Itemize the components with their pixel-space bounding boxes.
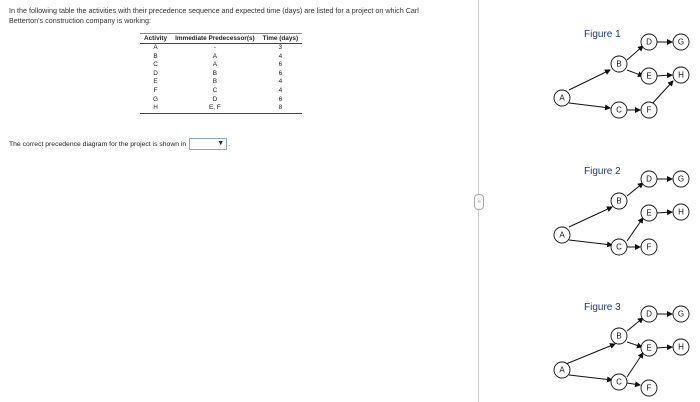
table-row bbox=[140, 53, 302, 62]
node-g bbox=[673, 171, 689, 187]
svg-text:F: F bbox=[646, 383, 652, 393]
activity-cell: A bbox=[153, 44, 158, 51]
svg-text:B: B bbox=[616, 196, 622, 206]
question-line bbox=[9, 138, 230, 150]
header-activity: Activity bbox=[140, 34, 171, 44]
table-row bbox=[140, 87, 302, 96]
edge-c-f bbox=[627, 383, 640, 385]
svg-text:B: B bbox=[616, 59, 622, 69]
node-f bbox=[641, 380, 657, 396]
node-d bbox=[641, 171, 657, 187]
node-b bbox=[611, 193, 627, 209]
time-cell: 6 bbox=[278, 69, 283, 77]
svg-text:F: F bbox=[646, 242, 652, 252]
svg-text:F: F bbox=[646, 105, 652, 115]
predecessor-cell: - bbox=[213, 44, 216, 51]
activity-cell: D bbox=[153, 69, 158, 77]
node-h bbox=[673, 67, 689, 83]
activity-cell: E bbox=[153, 78, 158, 86]
edge-f-h bbox=[651, 81, 673, 105]
node-b bbox=[611, 328, 627, 344]
predecessor-cell: C bbox=[212, 86, 218, 94]
node-f bbox=[641, 102, 657, 118]
header-predecessors: Immediate Predecessor(s) bbox=[171, 34, 259, 44]
time-cell: 6 bbox=[278, 61, 283, 69]
svg-text:C: C bbox=[616, 242, 622, 252]
svg-text:C: C bbox=[616, 105, 622, 115]
activity-cell: F bbox=[153, 86, 158, 94]
svg-text:D: D bbox=[646, 174, 652, 184]
node-d bbox=[641, 34, 657, 50]
edge-a-c bbox=[569, 103, 610, 108]
svg-text:A: A bbox=[559, 365, 565, 375]
edge-a-c bbox=[569, 240, 612, 245]
svg-text:E: E bbox=[646, 208, 652, 218]
edge-e-h bbox=[656, 347, 672, 348]
node-d bbox=[641, 306, 657, 322]
node-a bbox=[554, 90, 570, 106]
predecessor-cell: B bbox=[212, 78, 218, 86]
node-c bbox=[611, 374, 627, 390]
svg-text:E: E bbox=[646, 343, 652, 353]
edge-b-d bbox=[627, 46, 643, 60]
edge-a-c bbox=[569, 375, 612, 380]
svg-text:G: G bbox=[677, 309, 685, 319]
table-row bbox=[140, 44, 302, 53]
activity-cell: G bbox=[153, 95, 159, 103]
node-e bbox=[641, 340, 657, 356]
node-e bbox=[641, 68, 657, 84]
activity-cell: H bbox=[140, 104, 171, 113]
svg-text:A: A bbox=[559, 93, 565, 103]
question-text: The correct precedence diagram for the project is shown in bbox=[9, 140, 187, 148]
svg-text:H: H bbox=[678, 342, 684, 352]
time-cell: 6 bbox=[278, 95, 283, 103]
node-c bbox=[611, 102, 627, 118]
intro-text: In the following table the activities with their precedence sequence and expected time (days) are listed for a project on which Carl Betterton's construction company is working: bbox=[9, 6, 419, 25]
node-a bbox=[554, 362, 570, 378]
figure-select-dropdown[interactable] bbox=[189, 138, 227, 150]
activities-table bbox=[140, 33, 302, 114]
table-row bbox=[140, 96, 302, 105]
figure-2-diagram bbox=[552, 165, 700, 265]
edge-b-d bbox=[627, 318, 643, 331]
time-cell: 4 bbox=[278, 78, 283, 86]
svg-text:C: C bbox=[616, 377, 622, 387]
edge-c-e bbox=[627, 353, 643, 377]
time-cell: 3 bbox=[278, 44, 283, 51]
edge-e-h bbox=[656, 75, 672, 76]
edge-a-b bbox=[569, 70, 610, 90]
node-f bbox=[641, 239, 657, 255]
edge-a-b bbox=[566, 344, 615, 364]
svg-text:D: D bbox=[646, 309, 652, 319]
node-a bbox=[554, 227, 570, 243]
node-g bbox=[673, 34, 689, 50]
svg-text:H: H bbox=[678, 70, 684, 80]
figure-3-title: Figure 3 bbox=[584, 302, 621, 313]
edge-a-b bbox=[569, 207, 612, 227]
predecessor-cell: A bbox=[212, 61, 218, 69]
predecessor-cell: B bbox=[212, 69, 218, 77]
node-c bbox=[611, 239, 627, 255]
figure-1-title: Figure 1 bbox=[584, 29, 621, 40]
dropdown-arrow-icon[interactable]: ▼ bbox=[217, 140, 225, 147]
figure-3-diagram bbox=[552, 300, 700, 402]
activity-cell: B bbox=[153, 52, 158, 60]
node-h bbox=[673, 339, 689, 355]
table-row bbox=[140, 70, 302, 79]
predecessor-cell: E, F bbox=[171, 104, 259, 113]
node-h bbox=[673, 204, 689, 220]
svg-text:G: G bbox=[677, 174, 685, 184]
time-cell: 4 bbox=[278, 52, 283, 60]
node-g bbox=[673, 306, 689, 322]
svg-text:G: G bbox=[677, 37, 685, 47]
activity-cell: C bbox=[153, 61, 158, 69]
time-cell: 8 bbox=[259, 104, 302, 113]
edge-b-d bbox=[627, 183, 643, 196]
figure-1-diagram bbox=[552, 28, 700, 128]
svg-text:A: A bbox=[559, 230, 565, 240]
table-row bbox=[140, 78, 302, 87]
svg-text:H: H bbox=[678, 207, 684, 217]
predecessor-cell: D bbox=[212, 95, 218, 103]
svg-text:B: B bbox=[616, 331, 622, 341]
svg-text:E: E bbox=[646, 71, 652, 81]
table-row bbox=[140, 61, 302, 70]
edge-b-e bbox=[627, 342, 642, 347]
edge-c-e bbox=[627, 218, 643, 241]
node-b bbox=[611, 56, 627, 72]
resize-handle[interactable]: ‹› bbox=[474, 194, 484, 210]
question-period: . bbox=[228, 140, 231, 148]
node-e bbox=[641, 205, 657, 221]
header-time: Time (days) bbox=[259, 34, 302, 44]
svg-text:D: D bbox=[646, 37, 652, 47]
edge-e-h bbox=[656, 212, 672, 213]
figure-2-title: Figure 2 bbox=[584, 166, 621, 177]
time-cell: 4 bbox=[278, 86, 283, 94]
table-row bbox=[140, 104, 302, 113]
predecessor-cell: A bbox=[212, 52, 218, 60]
